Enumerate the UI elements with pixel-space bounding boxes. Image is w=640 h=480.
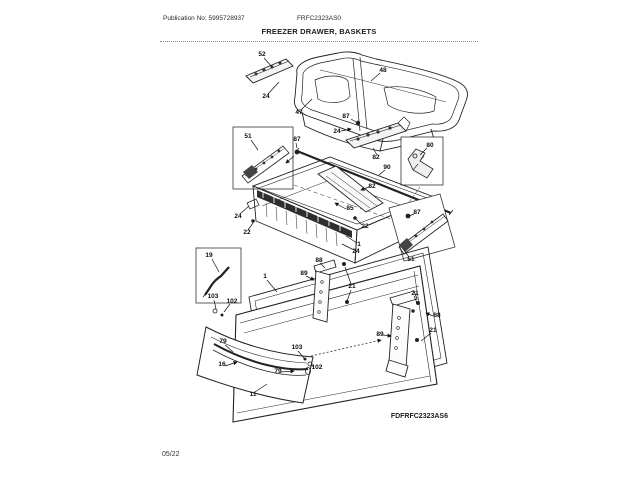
inset-box-51-right bbox=[389, 194, 455, 261]
callout-80: 80 bbox=[426, 141, 434, 149]
callout-52: 52 bbox=[258, 50, 266, 58]
callout-19: 19 bbox=[205, 251, 213, 259]
callout-87: 87 bbox=[342, 112, 350, 120]
callout-82: 82 bbox=[372, 153, 380, 161]
callout-89: 89 bbox=[376, 330, 384, 338]
callout-47: 47 bbox=[295, 108, 303, 116]
callout-51: 51 bbox=[407, 255, 415, 263]
diagram-id: FDFRFC2323AS6 bbox=[390, 413, 448, 420]
callout-79: 79 bbox=[274, 367, 282, 375]
inset-box-80 bbox=[401, 137, 443, 185]
page-title: FREEZER DRAWER, BASKETS bbox=[261, 27, 377, 36]
callout-103: 103 bbox=[291, 343, 303, 351]
screw-87-top bbox=[356, 121, 360, 125]
callout-87: 87 bbox=[293, 135, 301, 143]
model-number: FRFC2323AS0 bbox=[296, 15, 342, 22]
callout-102: 102 bbox=[226, 297, 238, 305]
callout-21: 21 bbox=[348, 282, 356, 290]
callout-16: 16 bbox=[218, 360, 226, 368]
publication-number: Publication No: 5995728937 bbox=[163, 15, 245, 22]
callout-24: 24 bbox=[262, 92, 270, 100]
callout-85: 85 bbox=[346, 204, 354, 212]
callout-88: 88 bbox=[315, 256, 323, 264]
callout-21: 21 bbox=[429, 326, 437, 334]
callout-89: 89 bbox=[300, 269, 308, 277]
callout-82: 82 bbox=[368, 182, 376, 190]
callout-24: 24 bbox=[234, 212, 242, 220]
callout-51: 51 bbox=[244, 132, 252, 140]
callout-24: 24 bbox=[352, 247, 360, 255]
callout-79: 79 bbox=[219, 337, 227, 345]
callout-24: 24 bbox=[333, 127, 341, 135]
callout-22: 22 bbox=[361, 222, 369, 230]
inset-box-51-left bbox=[233, 127, 293, 189]
date-code: 05/22 bbox=[162, 451, 180, 458]
callout-87: 87 bbox=[413, 208, 421, 216]
callout-90: 90 bbox=[383, 163, 391, 171]
callout-48: 48 bbox=[379, 66, 387, 74]
callout-1: 1 bbox=[263, 272, 267, 280]
callout-22: 22 bbox=[243, 228, 251, 236]
callout-103: 103 bbox=[207, 292, 219, 300]
callout-102: 102 bbox=[311, 363, 323, 371]
callout-1: 1 bbox=[357, 240, 361, 248]
callout-21: 21 bbox=[411, 289, 419, 297]
callout-11: 11 bbox=[249, 390, 257, 398]
rail-52 bbox=[246, 59, 293, 83]
callout-88: 88 bbox=[433, 311, 441, 319]
screw-22-left bbox=[251, 219, 255, 223]
